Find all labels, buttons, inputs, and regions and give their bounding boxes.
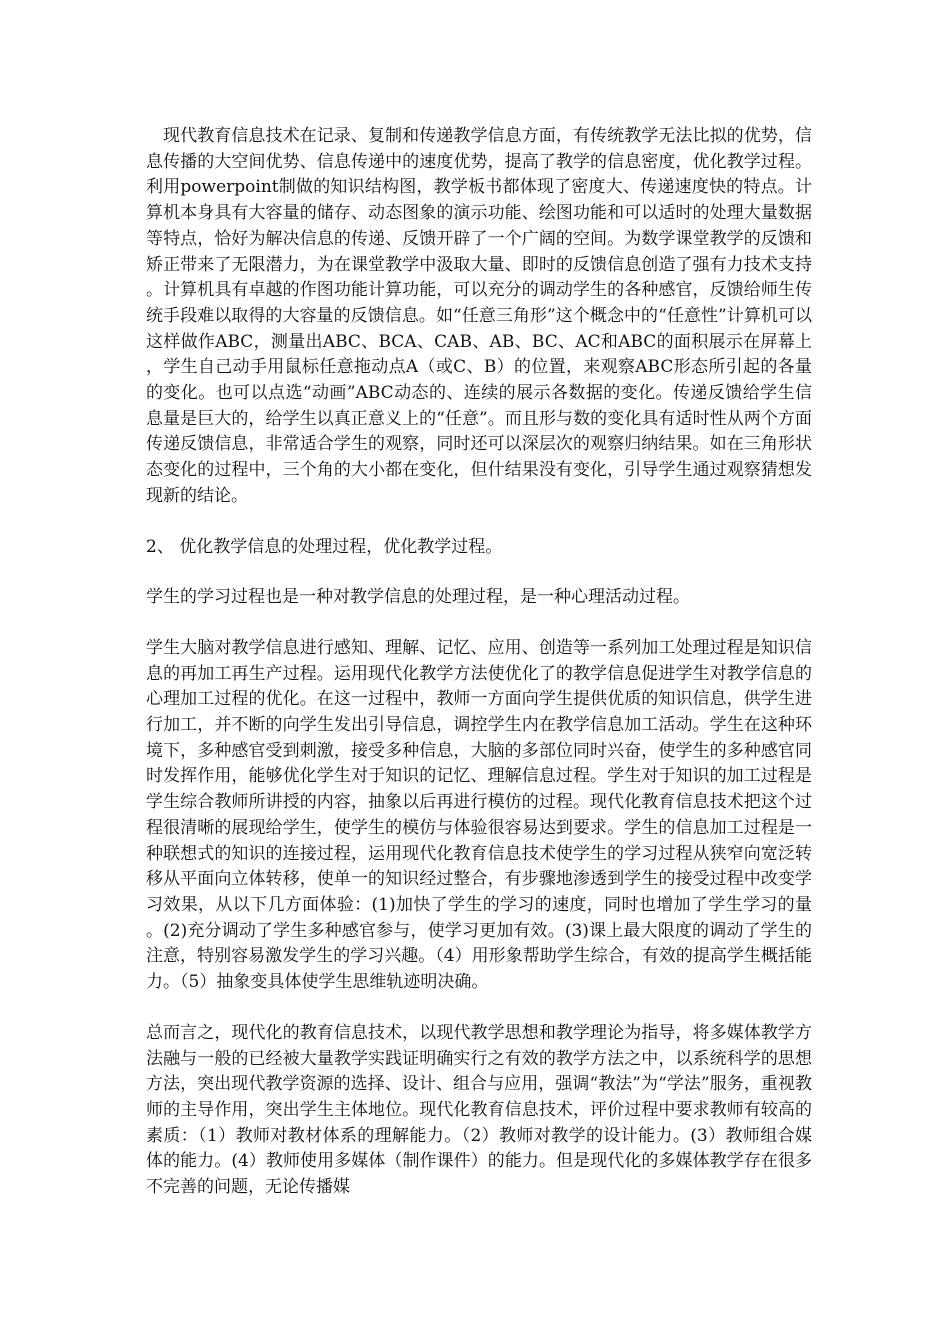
paragraph-learning-process: 学生的学习过程也是一种对教学信息的处理过程，是一种心理活动过程。 <box>146 587 690 608</box>
paragraph-info-transfer: 现代教育信息技术在记录、复制和传递教学信息方面，有传统教学无法比拟的优势，信息传播的大空间优势、信息传递中的速度优势，提高了教学的信息密度，优化教学过程。利用powerpoint制做的知识结构图，教学板书都体现了密度大、传递速度快的特点。计算机本身具有大容量的储存、动态图象的演示功能、绘图功能和可以适时的处理大量数据等特点，恰好为解决信息的传递、反馈开辟了一个广阔的空间。为数学课堂教学的反馈和矫正带来了无限潜力，为在课堂教学中汲取大量、即时的反馈信息创造了强有力技术支持。计算机具有卓越的作图功能计算功能，可以充分的调动学生的各种感官，反馈给师生传统手段难以取得的大容量的反馈信息。如“任意三角形”这个概念中的“任意性”计算机可以这样做作ABC，测量出ABC、BCA、CAB、AB、BC、AC和ABC的面积展示在屏幕上，学生自己动手用鼠标任意拖动点A（或C、B）的位置，来观察ABC形态所引起的各量的变化。也可以点选“动画”ABC动态的、连续的展示各数据的变化。传递反馈给学生信息量是巨大的，给学生以真正意义上的“任意”。而且形与数的变化具有适时性从两个方面传递反馈信息，非常适合学生的观察，同时还可以深层次的观察归纳结果。如在三角形状态变化的过程中，三个角的大小都在变化，但什结果没有变化，引导学生通过观察猜想发现新的结论。 <box>146 126 812 506</box>
paragraph-info-processing: 学生大脑对教学信息进行感知、理解、记忆、应用、创造等一系列加工处理过程是知识信息的再加工再生产过程。运用现代化教学方法使优化了的教学信息促进学生对教学信息的心理加工过程的优化。在这一过程中，教师一方面向学生提供优质的知识信息，供学生进行加工，并不断的向学生发出引导信息，调控学生内在教学信息加工活动。学生在这种环境下，多种感官受到刺激，接受多种信息，大脑的多部位同时兴奋，使学生的多种感官同时发挥作用，能够优化学生对于知识的记忆、理解信息过程。学生对于知识的加工过程是学生综合教师所讲授的内容，抽象以后再进行模仿的过程。现代化教育信息技术把这个过程很清晰的展现给学生，使学生的模仿与体验很容易达到要求。学生的信息加工过程是一种联想式的知识的连接过程，运用现代化教育信息技术使学生的学习过程从狭窄向宽泛转移从平面向立体转移，使单一的知识经过整合，有步骤地渗透到学生的接受过程中改变学习效果，从以下几方面体验：(1)加快了学生的学习的速度，同时也增加了学生学习的量。(2)充分调动了学生多种感官参与，使学习更加有效。(3)课上最大限度的调动了学生的注意，特别容易激发学生的学习兴趣。（4）用形象帮助学生综合，有效的提高学生概括能力。（5）抽象变具体使学生思维轨迹明决确。 <box>146 637 812 993</box>
section-heading-2: 2、 优化教学信息的处理过程，优化教学过程。 <box>146 536 503 557</box>
document-body <box>146 124 812 1226</box>
paragraph-summary: 总而言之，现代化的教育信息技术，以现代教学思想和教学理论为指导，将多媒体教学方法融与一般的已经被大量教学实践证明确实行之有效的教学方法之中，以系统科学的思想方法，突出现代教学资源的选择、设计、组合与应用，强调“教法”为“学法”服务，重视教师的主导作用，突出学生主体地位。现代化教育信息技术，评价过程中要求教师有较高的素质：（1）教师对教材体系的理解能力。（2）教师对教学的设计能力。(3）教师组合媒体的能力。(4）教师使用多媒体（制作课件）的能力。但是现代化的多媒体教学存在很多不完善的问题，无论传播媒 <box>146 1022 812 1198</box>
